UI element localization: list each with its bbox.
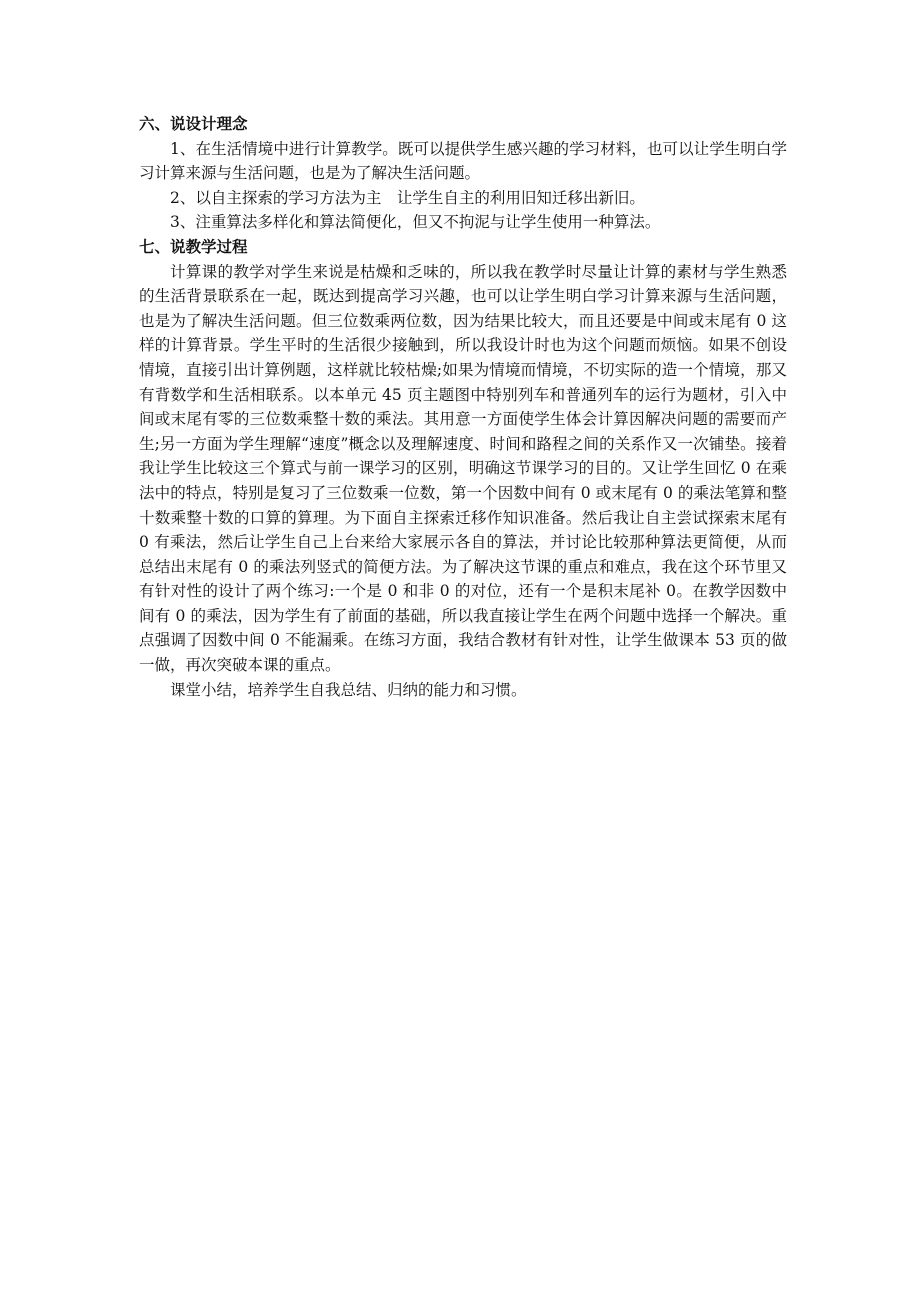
teaching-process-body: 计算课的教学对学生来说是枯燥和乏味的，所以我在教学时尽量让计算的素材与学生熟悉的生活背景联系在一起，既达到提高学习兴趣，也可以让学生明白学习计算来源与生活问题，也是为了解决生活问题。但三位数乘两位数，因为结果比较大，而且还要是中间或末尾有 0 这样的计算背景。学生平时的生活很少接触到，所以我设计时也为这个问题而烦恼。如果不创设情境，直接引出计算例题，这样就比较枯燥;如果为情境而情境，不切实际的造一个情境，那又有背数学和生活相联系。以本单元 45 页主题图中特别列车和普通列车的运行为题材，引入中间或末尾有零的三位数乘整十数的乘法。其用意一方面使学生体会计算因解决问题的需要而产生;另一方面为学生理解“速度”概念以及理解速度、时间和路程之间的关系作又一次铺垫。接着我让学生比较这三个算式与前一课学习的区别，明确这节课学习的目的。又让学生回忆 0 在乘法中的特点，特别是复习了三位数乘一位数，第一个因数中间有 0 或末尾有 0 的乘法笔算和整十数乘整十数的口算的算理。为下面自主探索迁移作知识准备。然后我让自主尝试探索末尾有 0 有乘法，然后让学生自己上台来给大家展示各自的算法，并讨论比较那种算法更简便，从而总结出末尾有 0 的乘法列竖式的简便方法。为了解决这节课的重点和难点，我在这个环节里又有针对性的设计了两个练习:一个是 0 和非 0 的对位，还有一个是积末尾补 0。在教学因数中间有 0 的乘法，因为学生有了前面的基础，所以我直接让学生在两个问题中选择一个解决。重点强调了因数中间 0 不能漏乘。在练习方面，我结合教材有针对性，让学生做课本 53 页的做一做，再次突破本课的重点。 (139, 262, 787, 675)
section-7-heading: 七、说教学过程 (139, 237, 248, 256)
design-principle-1: 1、在生活情境中进行计算教学。既可以提供学生感兴趣的学习材料，也可以让学生明白学习计算来源与生活问题，也是为了解决生活问题。 (139, 139, 787, 183)
section-6-heading: 六、说设计理念 (139, 115, 248, 133)
document-page (139, 112, 787, 702)
design-principle-3: 3、注重算法多样化和算法简便化，但又不拘泥与让学生使用一种算法。 (170, 213, 661, 232)
design-principle-2: 2、以自主探索的学习方法为主 让学生自主的利用旧知迁移出新旧。 (170, 188, 645, 207)
class-summary-paragraph: 课堂小结，培养学生自我总结、归纳的能力和习惯。 (170, 680, 527, 699)
